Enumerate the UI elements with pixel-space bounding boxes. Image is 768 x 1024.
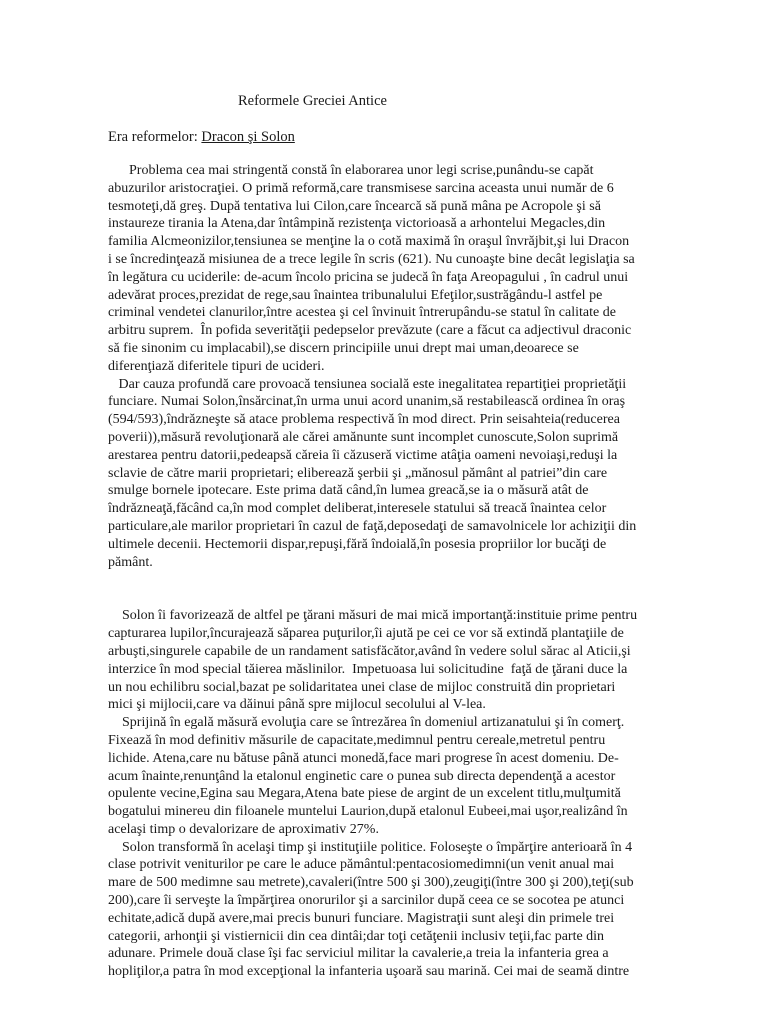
paragraph-line: un nou echilibru social,bazat pe solidaritatea unei clase de mijloc construită din proprietari [108,679,616,695]
paragraph-line: mici şi mijlocii,care va dăinui până spre mijlocul secolului al V-lea. [108,697,486,713]
paragraph-line: Problema cea mai stringentă constă în elaborarea unor legi scrise,punându-se capăt [108,163,594,178]
document-title: Reformele Greciei Antice [238,93,387,109]
paragraph-line: (594/593),îndrăzneşte să atace problema respectivă în mod direct. Prin seisahteia(reducerea [108,412,620,428]
paragraph-line: acelaşi timp o devalorizare de aproximativ 27%. [108,821,379,837]
era-label: Era reformelor: [108,129,202,145]
paragraph-line: 200),care îi serveşte la împărţirea onorurilor şi a sarcinilor după ceea ce se socotea pe atunci [108,893,625,909]
era-line [108,127,295,147]
paragraph-line: categorii, arhonţii şi vistiernicii din cea dintâi;dar toţi cetăţenii inclusiv teţii,fac parte din [108,928,605,944]
paragraph-line: bogatului minereu din filoanele muntelui Laurion,după etalonul Eubeei,mai uşor,realizând în [108,804,628,820]
paragraph-line: adevărat proces,prezidat de rege,sau înaintea tribunalului Efeţilor,sustrăgându-l astfel pe [108,287,603,303]
paragraph-line: Solon transformă în acelaşi timp şi instituţiile politice. Foloseşte o împărţire anterioară în 4 [108,839,633,855]
paragraph-line: echitate,adică după avere,mai precis bunuri funciare. Magistraţii sunt aleşi din primele trei [108,910,615,926]
paragraph-line: Fixează în mod definitiv măsurile de capacitate,medimnul pentru cereale,metretul pentru [108,732,606,748]
paragraph-line: instaureze tirania la Atena,dar întâmpină rezistenţa victorioasă a arhontelui Megacles,din [108,216,606,232]
era-link[interactable]: Dracon şi Solon [201,129,295,145]
paragraph-line: hopliţilor,a patra în mod excepţional la infanteria uşoară sau marină. Cei mai de seamă dintre [108,964,630,980]
paragraph [108,839,688,981]
paragraph-line: să fie sinonim cu implacabil),se discern principiile unui drept mai uman,deoarece se [108,340,579,356]
paragraph [108,162,688,376]
paragraph [108,714,688,839]
paragraph-line: pământ. [108,554,153,570]
paragraph-line: mare de 500 medimne sau metrete),cavaleri(între 500 şi 300),zeugiţi(între 300 şi 200),teţi(sub [108,875,634,891]
paragraph-line: în legătura cu uciderile: de-acum încolo pricina se judecă în faţa Areopagului , în cadrul unui [108,269,629,285]
paragraph [108,607,688,714]
paragraph-line: smulge bornele ipotecare. Este prima dată când,în lumea greacă,se ia o măsură atât de [108,483,589,499]
paragraph-line: arestarea pentru datorii,pedeapsă căreia îi căzuseră victime atâţia oameni nevoiaşi,reduşi la [108,447,618,463]
document-page [108,0,688,1024]
paragraph-line: capturarea lupilor,încurajează săparea puţurilor,îi ajută pe cei ce vor să extindă plantaţiile de [108,626,624,642]
paragraph-line: arbitru suprem. În pofida severităţii pedepselor prevăzute (care a făcut ca adjectivul draconic [108,323,632,339]
paragraph-line: particulare,ale marilor proprietari în cazul de faţă,deposedaţi de samavolnicele lor achiziţii din [108,518,637,534]
paragraph-line: sclavie de către marii proprietari; eliberează şerbii şi „mănosul pământ al patriei”din care [108,465,608,481]
paragraph-line: diferenţiază diferitele tipuri de ucideri. [108,358,325,374]
paragraph-line: ultimele decenii. Hectemorii dispar,repuşi,fără îndoială,în posesia propriilor lor bucăţi de [108,536,607,552]
paragraph-line: opulente vecine,Egina sau Megara,Atena bate piese de argint de un excelent titlu,mulţumită [108,786,621,802]
paragraph-line: funciare. Numai Solon,însărcinat,în urma unui acord unanim,să restabilească ordinea în oraş [108,394,626,410]
paragraph-line: adunare. Primele două clase îşi fac serviciul militar la cavalerie,a treia la infanteria grea a [108,946,609,962]
paragraph-line: Solon îi favorizează de altfel pe ţărani măsuri de mai mică importanţă:instituie prime pentru [108,608,638,624]
paragraph-line: poverii)),măsură revoluţionară ale cărei amănunte sunt incomplet cunoscute,Solon suprimă [108,429,619,445]
paragraph-line: îndrăzneaţă,făcând ca,în mod complet deliberat,interesele statului să treacă înaintea celor [108,501,607,517]
paragraph-line: criminal vendetei clanurilor,între acestea şi cel învinuit întrerupându-se statul în calitate de [108,305,616,321]
paragraph-line: lichide. Atena,care nu bătuse până atunci monedă,face mari progrese în acest domeniu. De- [108,750,619,766]
paragraph-line: acum înainte,renunţând la etalonul enginetic care o punea sub directa dependenţă a acestor [108,768,616,784]
paragraph [108,376,688,572]
paragraph-line: arbuşti,singurele capabile de un randament satisfăcător,având în vedere solul sărac al Aticii,şi [108,643,631,659]
paragraph-line: familia Alcmeonizilor,tensiunea se menţine la o cotă maximă în oraşul învrăjbit,şi lui Dracon [108,234,630,250]
paragraph-line: i se încredinţează misiunea de a trece legile în scris (621). Nu cunoaşte bine decât legislaţia sa [108,251,635,267]
paragraph-gap [108,571,688,607]
paragraph-line: Sprijină în egală măsură evoluţia care se întrezărea în domeniul artizanatului şi în comerţ. [108,715,625,731]
document-body [108,162,688,981]
paragraph-line: interzice în mod special tăierea măslinilor. Impetuoasa lui solicitudine faţă de ţărani duce la [108,661,628,677]
paragraph-line: tesmoteţi,dă greş. După tentativa lui Cilon,care încearcă să pună mâna pe Acropole şi să [108,198,601,214]
paragraph-line: Dar cauza profundă care provoacă tensiunea socială este inegalitatea repartiţiei proprietăţii [108,376,627,392]
paragraph-line: abuzurilor aristocraţiei. O primă reformă,care transmisese sarcina aceasta unui număr de 6 [108,180,614,196]
paragraph-line: clase potrivit veniturilor pe care le aduce pământul:pentacosiomedimni(un venit anual mai [108,857,615,873]
